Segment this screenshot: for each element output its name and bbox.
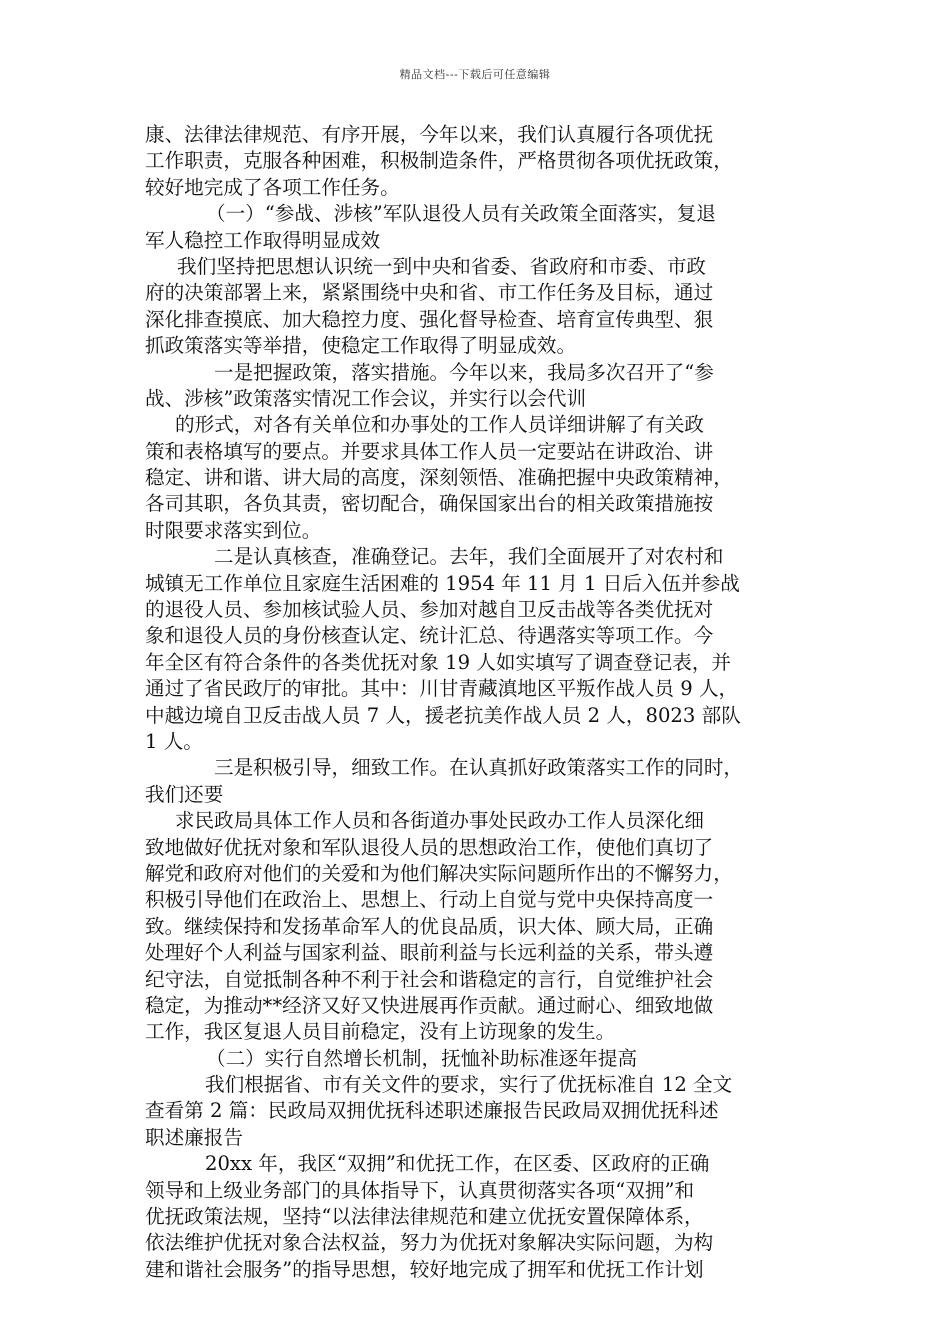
text-line: 抓政策落实等举措，使稳定工作取得了明显成效。 xyxy=(145,334,577,358)
text-line: 我们坚持把思想认识统一到中央和省委、省政府和市委、市政 xyxy=(177,254,707,278)
text-line: 致。继续保持和发扬革命军人的优良品质，识大体、顾大局，正确 xyxy=(145,914,714,938)
document-body xyxy=(145,122,817,1283)
text-line: 的退役人员、参加核试验人员、参加对越自卫反击战等各类优抚对 xyxy=(145,598,714,622)
page-header: 精品文档---下载后可任意编辑 xyxy=(399,68,551,81)
text-line: 二是认真核查，准确登记。去年，我们全面展开了对农村和 xyxy=(214,545,724,569)
text-line: 1 人。 xyxy=(145,729,203,753)
text-line: 查看第 2 篇：民政局双拥优抚科述职述廉报告民政局双拥优抚科述 xyxy=(145,1099,719,1123)
text-line: 康、法律法律规范、有序开展，今年以来，我们认真履行各项优抚 xyxy=(145,123,714,146)
text-line: 领导和上级业务部门的具体指导下，认真贯彻落实各项“双拥”和 xyxy=(145,1178,695,1202)
text-line: 解党和政府对他们的关爱和为他们解决实际问题所作出的不懈努力， xyxy=(145,861,733,885)
text-line: 的形式，对各有关单位和办事处的工作人员详细讲解了有关政 xyxy=(175,413,705,437)
text-line: 优抚政策法规，坚持“以法律法律规范和建立优抚安置保障体系， xyxy=(145,1205,704,1229)
text-line: 中越边境自卫反击战人员 7 人，援老抗美作战人员 2 人，8023 部队 xyxy=(145,703,741,727)
text-line: 时限要求落实到位。 xyxy=(145,518,322,542)
text-line: 府的决策部署上来，紧紧围绕中央和省、市工作任务及目标，通过 xyxy=(145,281,714,305)
text-line: 工作，我区复退人员目前稳定，没有上访现象的发生。 xyxy=(145,1020,616,1044)
text-line: 职述廉报告 xyxy=(145,1125,243,1149)
text-line: 依法维护优抚对象合法权益，努力为优抚对象解决实际问题，为构 xyxy=(145,1231,714,1255)
text-line: 20xx 年，我区“双拥”和优抚工作，在区委、区政府的正确 xyxy=(205,1152,710,1176)
text-line: 稳定，为推动**经济又好又快进展再作贡献。通过耐心、细致地做 xyxy=(145,993,714,1017)
text-line: 处理好个人利益与国家利益、眼前利益与长远利益的关系，带头遵 xyxy=(145,941,714,965)
text-line: 三是积极引导，细致工作。在认真抓好政策落实工作的同时， xyxy=(214,756,744,780)
text-line: 通过了省民政厅的审批。其中：川甘青藏滇地区平叛作战人员 9 人， xyxy=(145,677,739,701)
text-line: 深化排查摸底、加大稳控力度、强化督导检查、培育宣传典型、狠 xyxy=(145,307,714,331)
text-line: 致地做好优抚对象和军队退役人员的思想政治工作，使他们真切了 xyxy=(145,835,714,859)
text-line: 策和表格填写的要点。并要求具体工作人员一定要站在讲政治、讲 xyxy=(145,439,714,463)
text-line: 战、涉核”政策落实情况工作会议，并实行以会代训 xyxy=(145,386,587,410)
text-line: 象和退役人员的身份核查认定、统计汇总、待遇落实等项工作。今 xyxy=(145,624,714,648)
text-line: 稳定、讲和谐、讲大局的高度，深刻领悟、准确把握中央政策精神， xyxy=(145,466,733,490)
text-line: 城镇无工作单位且家庭生活困难的 1954 年 11 月 1 日后入伍并参战 xyxy=(145,571,740,595)
text-line: 较好地完成了各项工作任务。 xyxy=(145,175,400,199)
text-line: 年全区有符合条件的各类优抚对象 19 人如实填写了调查登记表，并 xyxy=(145,650,732,674)
text-line: 各司其职，各负其责，密切配合，确保国家出台的相关政策措施按 xyxy=(145,492,714,516)
text-line: 积极引导他们在政治上、思想上、行动上自觉与党中央保持高度一 xyxy=(145,888,714,912)
text-line: 工作职责，克服各种困难，积极制造条件，严格贯彻各项优抚政策， xyxy=(145,149,733,173)
text-line: （二）实行自然增长机制，抚恤补助标准逐年提高 xyxy=(206,1046,638,1070)
text-line: 纪守法，自觉抵制各种不利于社会和谐稳定的言行，自觉维护社会 xyxy=(145,967,714,991)
text-line: 求民政局具体工作人员和各街道办事处民政办工作人员深化细 xyxy=(175,809,705,833)
text-line: 我们根据省、市有关文件的要求，实行了优抚标准自 12 全文 xyxy=(205,1073,733,1097)
text-line: （一）“参战、涉核”军队退役人员有关政策全面落实，复退 xyxy=(206,202,716,226)
text-line: 军人稳控工作取得明显成效 xyxy=(145,228,381,252)
text-line: 我们还要 xyxy=(145,782,224,806)
text-line: 建和谐社会服务”的指导思想，较好地完成了拥军和优抚工作计划 xyxy=(145,1257,704,1281)
text-line: 一是把握政策，落实措施。今年以来，我局多次召开了“参 xyxy=(214,360,714,384)
